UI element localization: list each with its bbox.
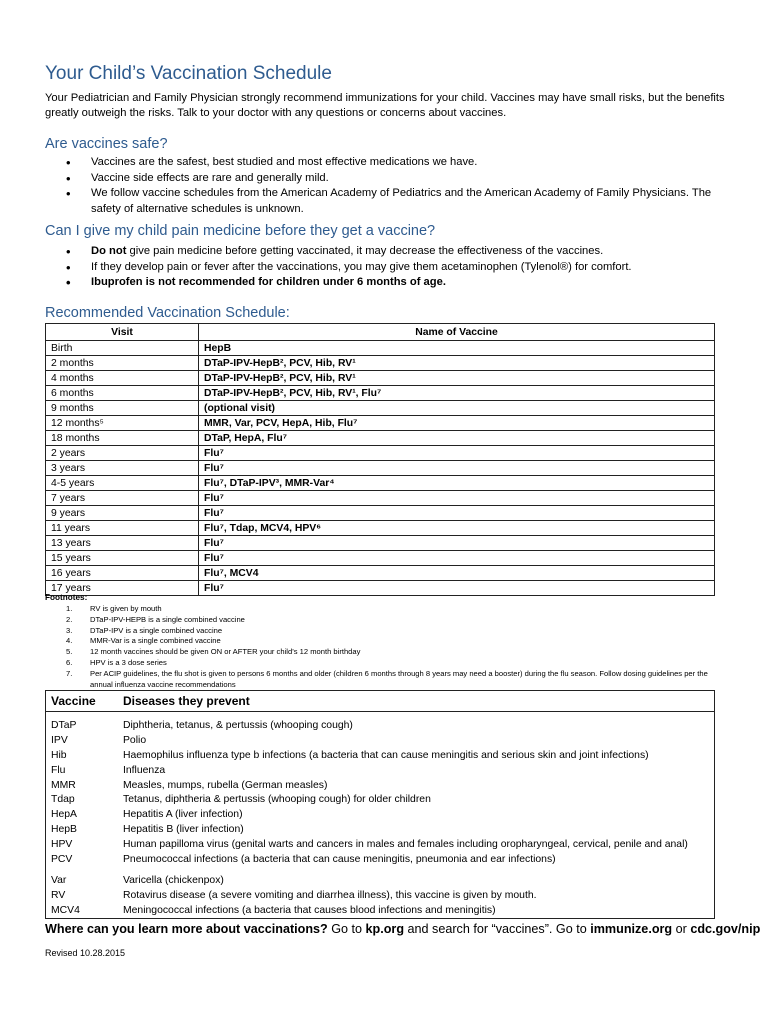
- list-item: • Ibuprofen is not recommended for children under 6 months of age.: [45, 275, 725, 291]
- table-row: [46, 719, 715, 734]
- vaccine-column-header: Vaccine: [46, 691, 119, 712]
- table-row: [46, 461, 715, 476]
- footnote-number: 7.: [66, 668, 73, 678]
- visit-cell: 17 years: [46, 581, 199, 596]
- table-row: [46, 431, 715, 446]
- table-row: [46, 521, 715, 536]
- spacer-cell: [46, 867, 715, 874]
- vaccine-cell: Flu⁷, Tdap, MCV4, HPV⁶: [199, 521, 715, 536]
- table-row: [46, 371, 715, 386]
- visit-cell: 4 months: [46, 371, 199, 386]
- table-header-row: [46, 691, 715, 712]
- safe-heading: Are vaccines safe?: [45, 136, 168, 152]
- vaccine-abbrev-cell: IPV: [51, 735, 68, 747]
- visit-cell: 13 years: [46, 536, 199, 551]
- table-row: [46, 551, 715, 566]
- visit-cell: 12 months⁵: [46, 416, 199, 431]
- vaccine-abbrev-cell: DTaP: [51, 720, 77, 732]
- vaccine-cell: DTaP-IPV-HepB², PCV, Hib, RV¹, Flu⁷: [199, 386, 715, 401]
- list-item: • Vaccine side effects are rare and generally mild.: [45, 171, 725, 187]
- visit-cell: 9 months: [46, 401, 199, 416]
- table-row: [46, 904, 715, 919]
- vaccine-cell: DTaP, HepA, Flu⁷: [199, 431, 715, 446]
- learn-more-line: [45, 922, 760, 936]
- page-title: Your Child’s Vaccination Schedule: [45, 63, 332, 84]
- vaccine-column-header: Name of Vaccine: [199, 324, 715, 341]
- visit-cell: 16 years: [46, 566, 199, 581]
- visit-cell: 2 months: [46, 356, 199, 371]
- pain-heading: Can I give my child pain medicine before they get a vaccine?: [45, 223, 436, 239]
- vaccine-abbrev-cell: PCV: [51, 853, 73, 865]
- safe-list: [45, 155, 725, 217]
- vaccine-cell: Flu⁷: [199, 536, 715, 551]
- disease-cell: Polio: [123, 735, 147, 747]
- list-item: [45, 244, 725, 260]
- learn-text-1: Go to: [327, 922, 366, 936]
- table-row: [46, 581, 715, 596]
- do-not-emphasis: Do not: [91, 245, 127, 257]
- table-row: [46, 356, 715, 371]
- vaccine-cell: Flu⁷: [199, 446, 715, 461]
- disease-cell: Rotavirus disease (a severe vomiting and diarrhea illness), this vaccine is given by mouth.: [123, 890, 537, 902]
- disease-cell: Hepatitis A (liver infection): [123, 809, 243, 821]
- table-row: [46, 536, 715, 551]
- visit-cell: 11 years: [46, 521, 199, 536]
- spacer-row: [46, 712, 715, 720]
- footnote-number: 6.: [66, 657, 73, 667]
- table-row: [46, 446, 715, 461]
- disease-cell: Influenza: [123, 764, 166, 776]
- table-row: [46, 566, 715, 581]
- disease-cell: Varicella (chickenpox): [123, 875, 224, 887]
- vaccine-cell: DTaP-IPV-HepB², PCV, Hib, RV¹: [199, 356, 715, 371]
- table-row: [46, 852, 715, 867]
- footnote-text: Per ACIP guidelines, the flu shot is given to persons 6 months and older (children 6 months through 8 years may need a booster) during the flu season. Follow dosing guidelines per the annual influenza vaccine recommendations: [90, 668, 708, 689]
- list-item: • Vaccines are the safest, best studied and most effective medications we have.: [45, 155, 725, 171]
- table-row: [46, 416, 715, 431]
- footnote-item: [45, 647, 725, 658]
- vaccine-abbrev-cell: Hib: [51, 749, 67, 761]
- footnote-item: [45, 658, 725, 669]
- immunize-link[interactable]: immunize.org: [590, 922, 673, 936]
- footnote-number: 3.: [66, 625, 73, 635]
- table-row: [46, 763, 715, 778]
- vaccine-cell: Flu⁷: [199, 461, 715, 476]
- vaccine-cell: Flu⁷: [199, 551, 715, 566]
- footnote-item: [45, 615, 725, 626]
- intro-paragraph: Your Pediatrician and Family Physician strongly recommend immunizations for your child. Vaccines may have small risks, but the benefits greatly outweigh the risks. Talk to your doctor with any questions or concerns about vaccines.: [45, 92, 725, 119]
- revised-date: Revised 10.28.2015: [45, 948, 126, 958]
- footnote-number: 5.: [66, 647, 73, 657]
- footnote-text: DTaP-IPV-HEPB is a single combined vaccine: [90, 614, 245, 624]
- footnote-item: [45, 669, 725, 691]
- footnote-number: 2.: [66, 614, 73, 624]
- footnote-text: DTaP-IPV is a single combined vaccine: [90, 625, 223, 635]
- vaccine-abbrev-cell: RV: [51, 890, 66, 902]
- vaccine-abbrev-cell: HepA: [51, 809, 77, 821]
- pain-list: [45, 244, 725, 291]
- visit-cell: 3 years: [46, 461, 199, 476]
- vaccine-cell: Flu⁷: [199, 581, 715, 596]
- cdc-link[interactable]: cdc.gov/nip: [690, 922, 761, 936]
- footnote-text: HPV is a 3 dose series: [90, 657, 167, 667]
- schedule-heading: Recommended Vaccination Schedule:: [45, 305, 290, 321]
- vaccine-abbrev-cell: Var: [51, 875, 67, 887]
- table-row: [46, 823, 715, 838]
- visit-cell: 18 months: [46, 431, 199, 446]
- visit-cell: 6 months: [46, 386, 199, 401]
- vaccine-cell: DTaP-IPV-HepB², PCV, Hib, RV¹: [199, 371, 715, 386]
- visit-cell: 2 years: [46, 446, 199, 461]
- visit-cell: 7 years: [46, 491, 199, 506]
- footnote-text: RV is given by mouth: [90, 604, 162, 613]
- visit-cell: Birth: [46, 341, 199, 356]
- vaccine-abbrev-cell: HepB: [51, 823, 77, 835]
- vaccine-cell: (optional visit): [199, 401, 715, 416]
- disease-cell: Tetanus, diphtheria & pertussis (whooping cough) for older children: [123, 794, 431, 806]
- disease-cell: Human papilloma virus (genital warts and cancers in males and females including oropharyngeal, cervical, penile and anal): [123, 838, 688, 850]
- vaccine-cell: HepB: [199, 341, 715, 356]
- footnote-number: 1.: [66, 604, 73, 613]
- vaccine-abbrev-cell: Flu: [51, 764, 66, 776]
- table-row: [46, 506, 715, 521]
- spacer-row: [46, 867, 715, 874]
- table-row: [46, 476, 715, 491]
- table-row: [46, 793, 715, 808]
- footnote-item: [45, 626, 725, 637]
- table-row: [46, 734, 715, 749]
- learn-more-question: Where can you learn more about vaccinations?: [45, 922, 328, 936]
- list-item: • If they develop pain or fever after the vaccinations, you may give them acetaminophen (Tylenol®) for comfort.: [45, 260, 725, 276]
- table-row: [46, 778, 715, 793]
- vaccine-abbrev-cell: MMR: [51, 779, 76, 791]
- vaccine-cell: Flu⁷: [199, 491, 715, 506]
- spacer-cell: [46, 712, 715, 720]
- visit-cell: 9 years: [46, 506, 199, 521]
- vaccine-cell: Flu⁷, DTaP-IPV³, MMR-Var⁴: [199, 476, 715, 491]
- footnote-text: 12 month vaccines should be given ON or AFTER your child’s 12 month birthday: [90, 647, 361, 657]
- disease-cell: Diphtheria, tetanus, & pertussis (whooping cough): [123, 720, 353, 732]
- table-row: [46, 837, 715, 852]
- table-row: [46, 386, 715, 401]
- disease-cell: Pneumococcal infections (a bacteria that can cause meningitis, pneumonia and ear infections): [123, 853, 556, 865]
- list-item: • We follow vaccine schedules from the American Academy of Pediatrics and the American Academy of Family Physicians. The safety of alternative schedules is unknown.: [45, 186, 725, 217]
- footnote-number: 4.: [66, 636, 73, 646]
- vaccine-abbrev-cell: HPV: [51, 838, 73, 850]
- table-row: [46, 874, 715, 889]
- vaccine-cell: Flu⁷, MCV4: [199, 566, 715, 581]
- footnotes-list: [45, 604, 725, 690]
- footnotes-title: Footnotes:: [45, 593, 88, 602]
- table-row: [46, 808, 715, 823]
- learn-text-2: and search for “vaccines”. Go to: [404, 922, 591, 936]
- table-header-row: [46, 324, 715, 341]
- footnote-text: MMR-Var is a single combined vaccine: [90, 636, 221, 646]
- disease-cell: Meningococcal infections (a bacteria that causes blood infections and meningitis): [123, 904, 496, 916]
- list-item-text: give pain medicine before getting vaccinated, it may decrease the effectiveness of the vaccines.: [126, 245, 604, 257]
- vaccine-cell: Flu⁷: [199, 506, 715, 521]
- learn-text-3: or: [672, 922, 691, 936]
- vaccine-abbrev-cell: MCV4: [51, 904, 80, 916]
- visit-column-header: Visit: [46, 324, 199, 341]
- diseases-table: [45, 690, 715, 919]
- visit-cell: 15 years: [46, 551, 199, 566]
- kp-link[interactable]: kp.org: [365, 922, 405, 936]
- schedule-table: [45, 323, 715, 596]
- footnote-item: [45, 636, 725, 647]
- table-row: [46, 491, 715, 506]
- table-row: [46, 889, 715, 904]
- footnote-item: [45, 604, 725, 615]
- diseases-column-header: Diseases they prevent: [118, 691, 715, 712]
- disease-cell: Hepatitis B (liver infection): [123, 823, 244, 835]
- table-row: [46, 401, 715, 416]
- table-row: [46, 749, 715, 764]
- disease-cell: Haemophilus influenza type b infections (a bacteria that can cause meningitis and serious skin and joint infections): [123, 749, 649, 761]
- disease-cell: Measles, mumps, rubella (German measles): [123, 779, 328, 791]
- table-row: [46, 341, 715, 356]
- visit-cell: 4-5 years: [46, 476, 199, 491]
- vaccine-cell: MMR, Var, PCV, HepA, Hib, Flu⁷: [199, 416, 715, 431]
- vaccine-abbrev-cell: Tdap: [51, 794, 75, 806]
